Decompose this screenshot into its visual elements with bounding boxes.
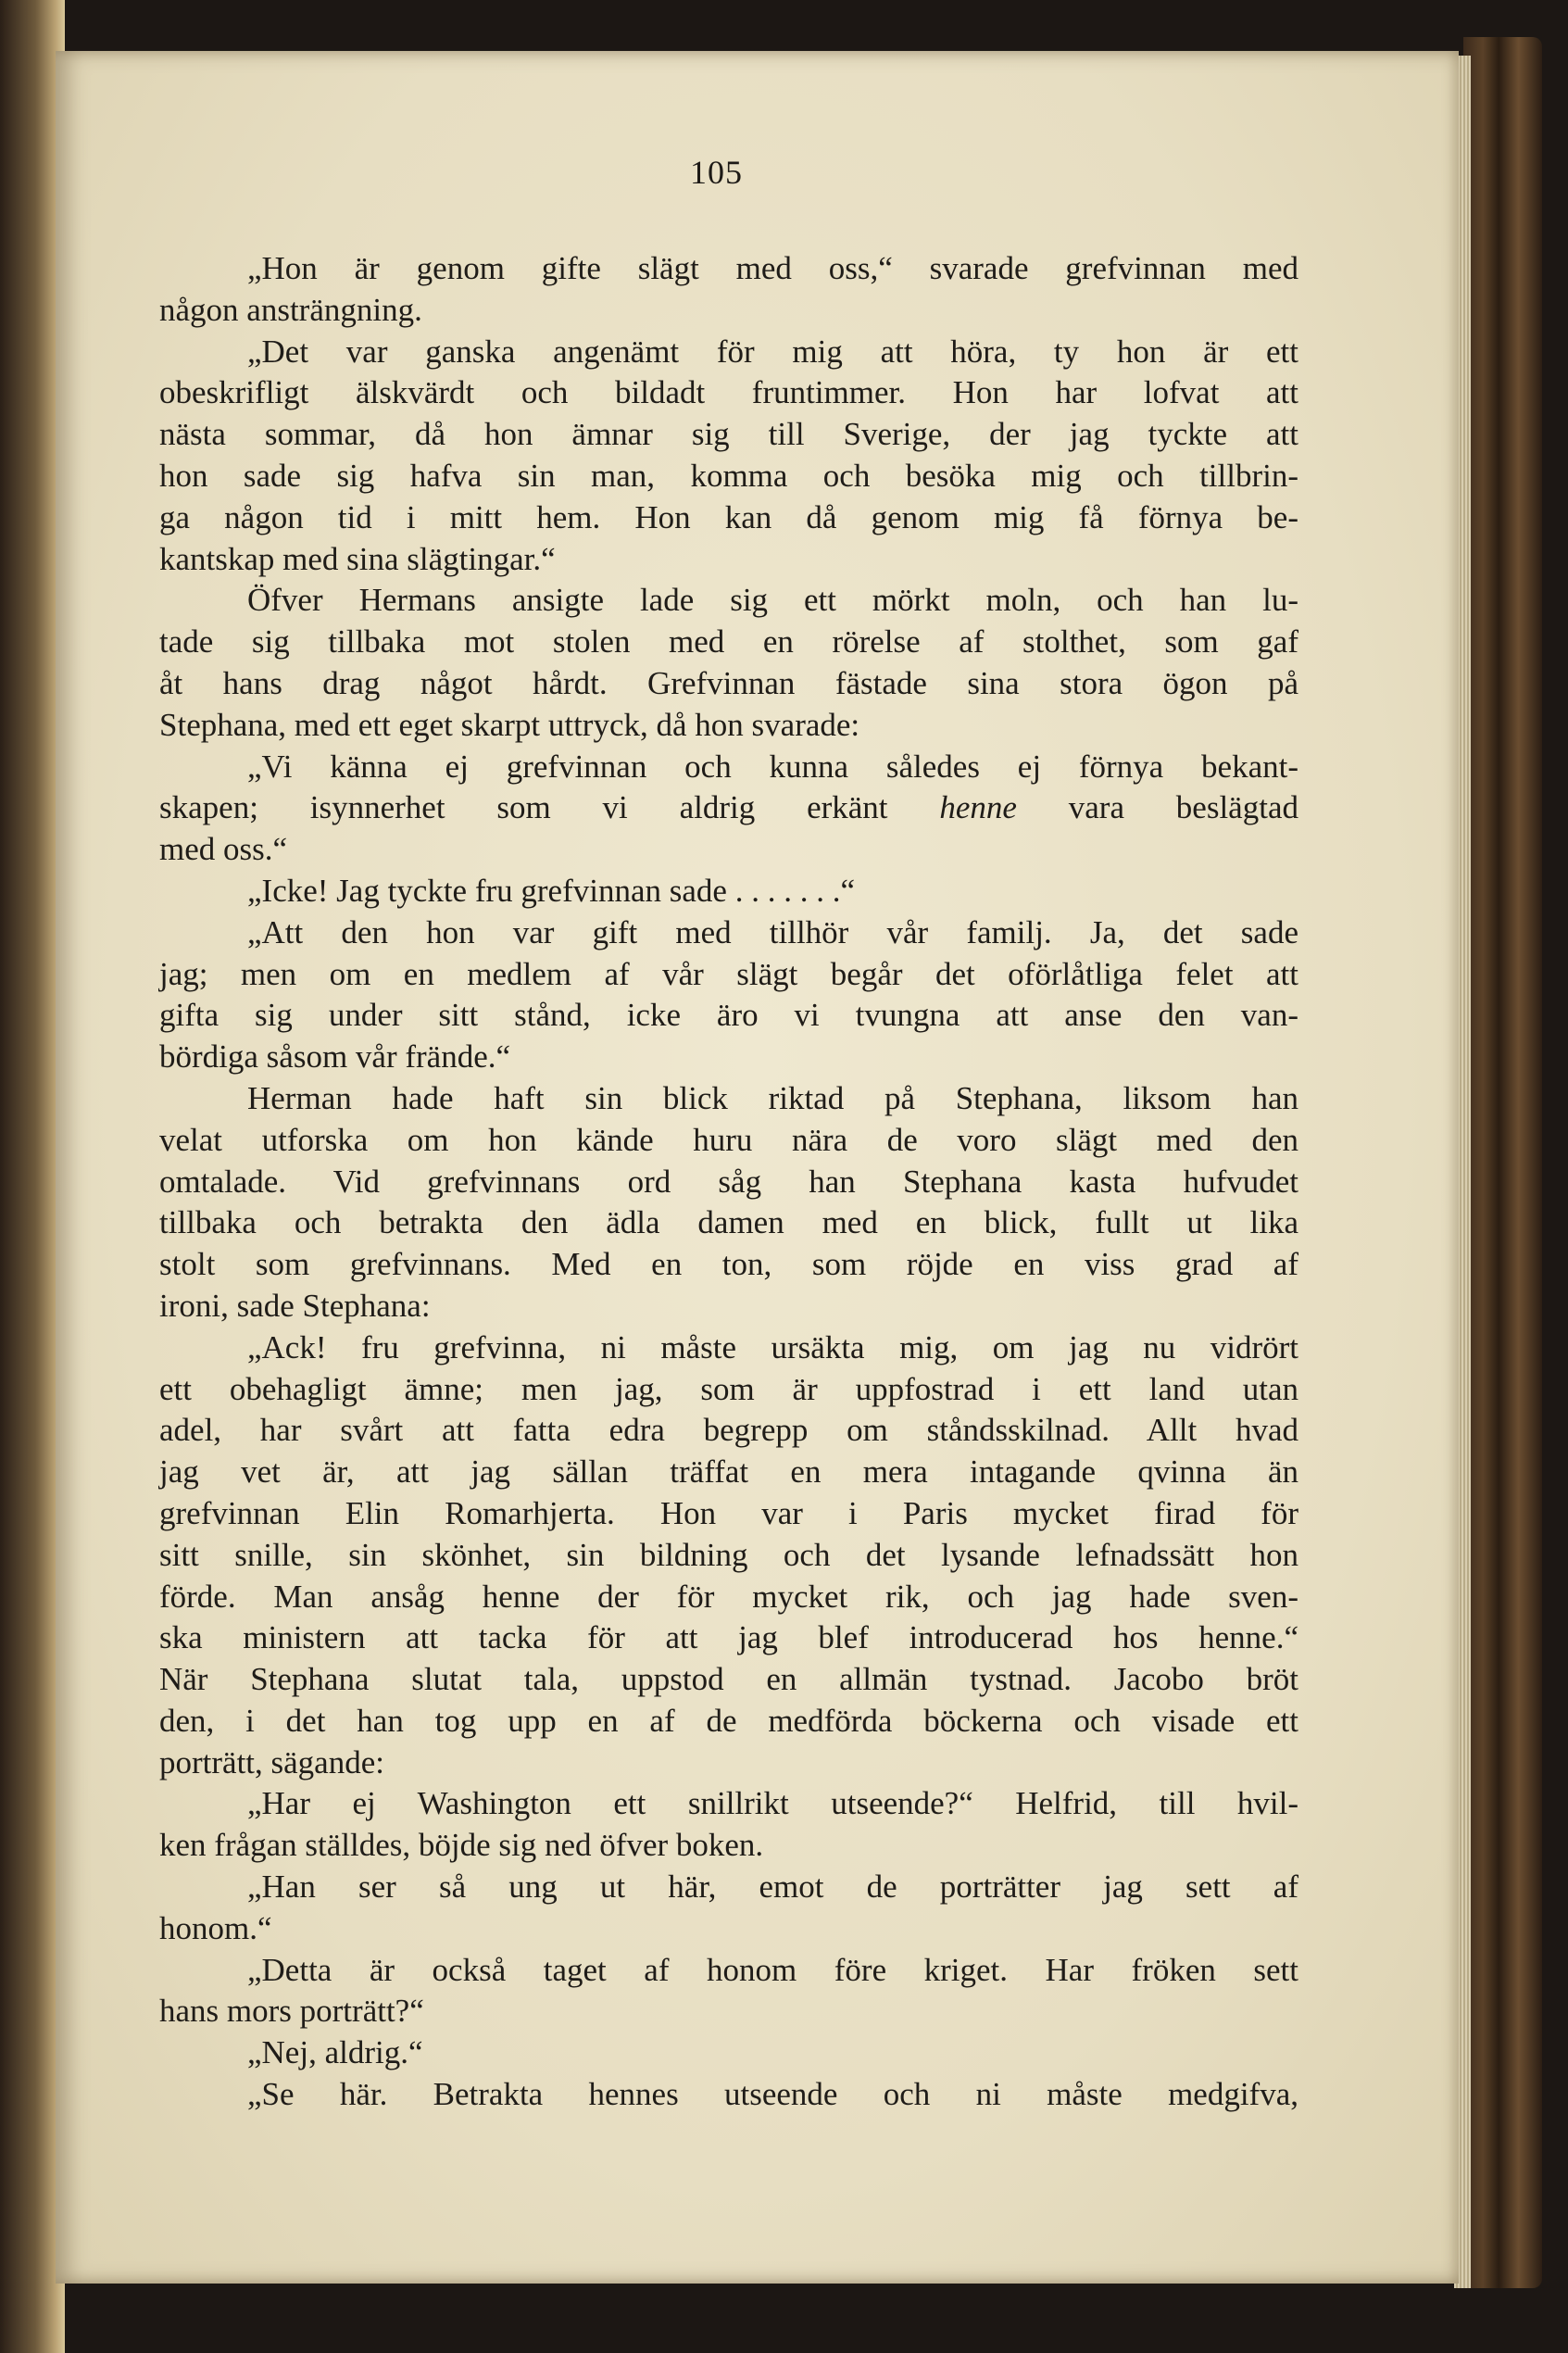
page-number: 105 [690, 154, 743, 191]
text-line: ken frågan ställdes, böjde sig ned öfver boken. [159, 1827, 764, 1864]
page-text [159, 248, 1298, 2116]
text-line: honom.“ [159, 1909, 272, 1946]
text-line: „Han ser så ung ut här, emot de porträtter jag sett af [247, 1869, 1298, 1906]
text-line: Stephana, med ett eget skarpt uttryck, då hon svarade: [159, 706, 860, 743]
text-line: ska ministern att tacka för att jag blef introducerad hos henne.“ [159, 1619, 1298, 1656]
text-line: porträtt, sägande: [159, 1743, 384, 1780]
text-line: Öfver Hermans ansigte lade sig ett mörkt moln, och han lu- [247, 582, 1298, 619]
text-line: „Detta är också taget af honom före kriget. Har fröken sett [247, 1951, 1298, 1988]
text-line: nästa sommar, då hon ämnar sig till Sverige, der jag tyckte att [159, 416, 1298, 453]
text-line: omtalade. Vid grefvinnans ord såg han Stephana kasta hufvudet [159, 1163, 1298, 1200]
text-line: jag vet är, att jag sällan träffat en mera intagande qvinna än [159, 1453, 1298, 1491]
book-cover-right [1463, 37, 1542, 2288]
text-line: „Vi känna ej grefvinnan och kunna således ej förnya bekant- [247, 748, 1298, 785]
text-line: „Har ej Washington ett snillrikt utseende?“ Helfrid, till hvil- [247, 1785, 1298, 1822]
text-line: hon sade sig hafva sin man, komma och besöka mig och tillbrin- [159, 457, 1298, 494]
text-line: ironi, sade Stephana: [159, 1287, 431, 1324]
text-line: bördiga såsom vår frände.“ [159, 1038, 511, 1076]
text-line: adel, har svårt att fatta edra begrepp om ståndsskilnad. Allt hvad [159, 1412, 1298, 1449]
text-line: den, i det han tog upp en af de medförda böckerna och visade ett [159, 1702, 1298, 1739]
text-line: „Ack! fru grefvinna, ni måste ursäkta mig, om jag nu vidrört [247, 1328, 1298, 1365]
text-line: gifta sig under sitt stånd, icke äro vi tvungna att anse den van- [159, 997, 1298, 1034]
text-line: med oss.“ [159, 831, 288, 868]
text-line: När Stephana slutat tala, uppstod en allmän tystnad. Jacobo bröt [159, 1661, 1298, 1698]
text-line: stolt som grefvinnans. Med en ton, som röjde en viss grad af [159, 1246, 1298, 1283]
text-line: ett obehagligt ämne; men jag, som är uppfostrad i ett land utan [159, 1370, 1298, 1407]
text-line: tillbaka och betrakta den ädla damen med en blick, fullt ut lika [159, 1204, 1298, 1241]
text-line: velat utforska om hon kände huru nära de voro slägt med den [159, 1121, 1298, 1158]
text-line: Herman hade haft sin blick riktad på Stephana, liksom han [247, 1079, 1298, 1116]
text-line: skapen; isynnerhet som vi aldrig erkänt henne vara beslägtad [159, 789, 1298, 826]
text-line: förde. Man ansåg henne der för mycket rik, och jag hade sven- [159, 1578, 1298, 1615]
text-line: „Att den hon var gift med tillhör vår familj. Ja, det sade [247, 913, 1298, 950]
text-line: åt hans drag något hårdt. Grefvinnan fästade sina stora ögon på [159, 664, 1298, 701]
text-line: grefvinnan Elin Romarhjerta. Hon var i Paris mycket firad för [159, 1494, 1298, 1531]
text-line: hans mors porträtt?“ [159, 1993, 424, 2030]
text-line: „Nej, aldrig.“ [247, 2034, 423, 2071]
text-line: „Se här. Betrakta hennes utseende och ni måste medgifva, [247, 2076, 1298, 2113]
text-line: någon ansträngning. [159, 291, 422, 328]
text-line: kantskap med sina slägtingar.“ [159, 540, 556, 577]
text-line: obeskrifligt älskvärdt och bildadt fruntimmer. Hon har lofvat att [159, 374, 1298, 411]
text-line: sitt snille, sin skönhet, sin bildning och det lysande lefnadssätt hon [159, 1536, 1298, 1573]
text-line: ga någon tid i mitt hem. Hon kan då genom mig få förnya be- [159, 498, 1298, 535]
text-line: jag; men om en medlem af vår slägt begår det oförlåtliga felet att [159, 955, 1298, 992]
text-line: „Det var ganska angenämt för mig att höra, ty hon är ett [247, 333, 1298, 370]
text-line: tade sig tillbaka mot stolen med en rörelse af stolthet, som gaf [159, 623, 1298, 661]
text-line: „Icke! Jag tyckte fru grefvinnan sade . . . . . . .“ [247, 872, 855, 909]
text-line: „Hon är genom gifte slägt med oss,“ svarade grefvinnan med [247, 250, 1298, 286]
